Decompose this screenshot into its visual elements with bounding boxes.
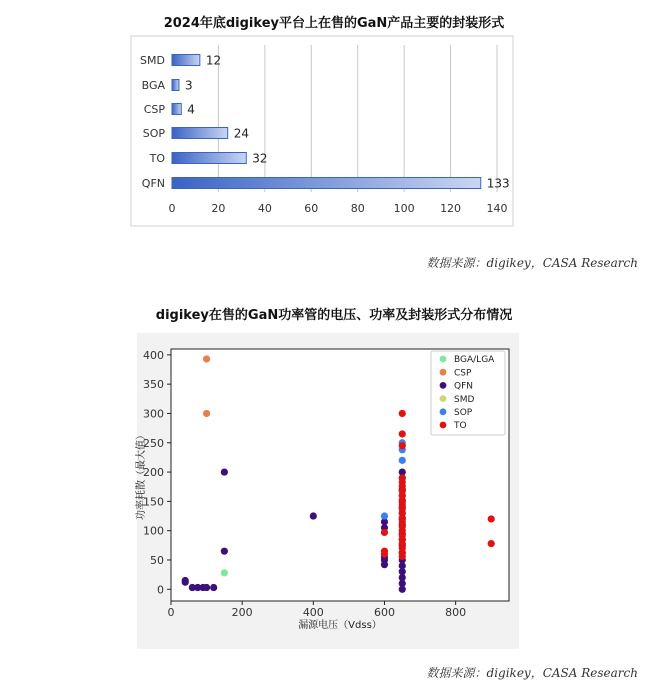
y-tick-label: 300 — [143, 407, 164, 421]
x-tick-label: 60 — [304, 202, 319, 215]
point-qfn — [221, 548, 228, 555]
legend-marker — [440, 408, 447, 415]
category-label: CSP — [143, 103, 165, 116]
point-to — [381, 551, 388, 558]
point-to — [381, 529, 388, 536]
point-bga-lga — [221, 569, 228, 576]
bar-chart-source: 数据来源：digikey，CASA Research — [426, 256, 638, 270]
point-sop — [399, 457, 406, 464]
legend-marker — [440, 422, 447, 429]
x-tick-label: 600 — [373, 606, 395, 619]
y-tick-label: 100 — [143, 524, 164, 538]
legend-marker — [440, 395, 447, 402]
category-label: BGA — [141, 79, 165, 92]
legend-label: QFN — [454, 381, 473, 392]
legend-label: TO — [454, 421, 467, 432]
point-qfn — [221, 468, 228, 475]
bar-csp — [172, 104, 181, 115]
legend-label: SMD — [454, 394, 475, 405]
bar-smd — [172, 55, 200, 66]
point-to — [488, 540, 495, 547]
x-tick-label: 80 — [350, 202, 365, 215]
y-tick-label: 400 — [143, 348, 164, 362]
point-qfn — [210, 584, 217, 591]
bar-chart-title: 2024年底digikey平台上在售的GaN产品主要的封装形式 — [163, 16, 505, 31]
x-tick-label: 120 — [440, 202, 462, 215]
data-label: 24 — [233, 126, 249, 141]
data-label: 3 — [184, 78, 193, 93]
legend-marker — [440, 369, 447, 376]
x-tick-label: 0 — [168, 202, 176, 215]
bar-qfn — [172, 178, 481, 189]
x-tick-label: 20 — [211, 202, 226, 215]
y-tick-label: 200 — [143, 466, 164, 480]
data-label: 32 — [252, 151, 268, 166]
y-tick-label: 0 — [157, 583, 164, 597]
point-qfn — [399, 586, 406, 593]
x-axis-label: 漏源电压（Vdss） — [298, 620, 382, 631]
point-csp — [203, 410, 210, 417]
y-tick-label: 150 — [143, 495, 164, 509]
legend-marker — [440, 382, 447, 389]
legend-label: CSP — [454, 368, 472, 379]
x-tick-label: 800 — [445, 606, 467, 619]
scatter-chart-source: 数据来源：digikey，CASA Research — [426, 666, 638, 680]
x-tick-label: 400 — [302, 606, 324, 619]
point-to — [488, 515, 495, 522]
y-tick-label: 350 — [143, 378, 164, 392]
data-label: 4 — [187, 102, 195, 117]
point-to — [399, 553, 406, 560]
point-sop — [381, 512, 388, 519]
scatter-chart-title: digikey在售的GaN功率管的电压、功率及封装形式分布情况 — [155, 308, 513, 323]
x-tick-label: 0 — [167, 606, 175, 619]
x-tick-label: 200 — [231, 606, 253, 619]
legend-label: BGA/LGA — [454, 355, 495, 366]
point-qfn — [203, 584, 210, 591]
category-label: SMD — [140, 54, 165, 67]
y-axis-label: 功率耗散（最大值） — [136, 430, 147, 520]
point-to — [399, 442, 406, 449]
x-tick-label: 100 — [393, 202, 415, 215]
y-tick-label: 50 — [150, 553, 164, 567]
legend-label: SOP — [454, 408, 473, 418]
bar-to — [172, 153, 246, 164]
point-qfn — [310, 512, 317, 519]
point-qfn — [381, 561, 388, 568]
category-label: SOP — [142, 127, 165, 140]
data-label: 12 — [205, 53, 222, 68]
x-tick-label: 40 — [257, 202, 272, 215]
point-to — [399, 430, 406, 437]
point-to — [399, 410, 406, 417]
data-label: 133 — [486, 176, 510, 191]
bar-sop — [172, 128, 228, 139]
legend-marker — [440, 356, 447, 363]
category-label: QFN — [141, 177, 165, 190]
category-label: TO — [149, 152, 165, 165]
point-csp — [203, 355, 210, 362]
point-qfn — [182, 579, 189, 586]
y-tick-label: 250 — [143, 436, 164, 450]
bar-bga — [172, 80, 179, 91]
x-tick-label: 140 — [486, 202, 508, 215]
